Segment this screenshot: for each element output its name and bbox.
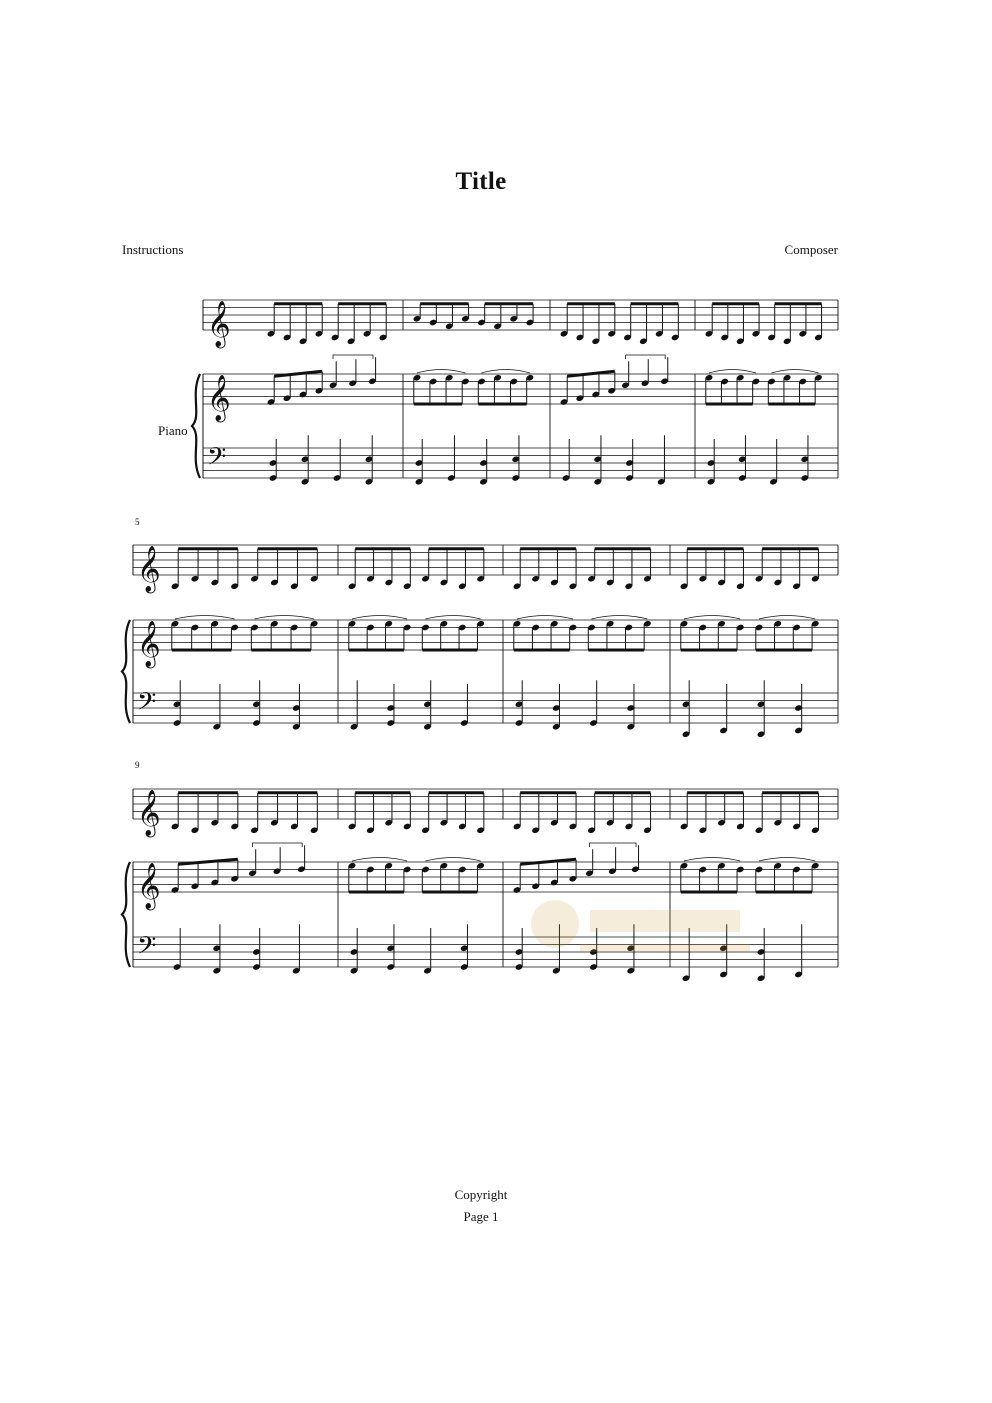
tuplet-bracket — [626, 355, 666, 359]
treble-clef-icon: 𝄞 — [137, 863, 161, 909]
piano-brace — [122, 620, 130, 723]
tie — [772, 370, 819, 374]
system-2 — [122, 545, 838, 738]
treble-clef-icon: 𝄞 — [137, 790, 161, 836]
system-1 — [192, 300, 838, 486]
tie — [352, 616, 407, 620]
tie — [175, 616, 235, 620]
watermark-logo — [520, 892, 760, 967]
tie — [592, 616, 648, 620]
page-number: Page 1 — [463, 1209, 499, 1224]
tie — [352, 858, 407, 862]
piano-brace — [122, 862, 130, 967]
tie — [426, 616, 481, 620]
treble-clef-icon: 𝄞 — [207, 375, 231, 421]
tie — [426, 858, 481, 862]
tie — [759, 858, 815, 862]
bass-clef-icon: 𝄢 — [137, 687, 157, 723]
tuplet-bracket — [590, 843, 637, 847]
treble-clef-icon: 𝄞 — [137, 546, 161, 592]
tie — [255, 616, 315, 620]
measure-number-5: 5 — [135, 517, 140, 527]
tie — [417, 370, 465, 374]
treble-clef-icon: 𝄞 — [207, 301, 231, 347]
copyright-text: Copyright — [454, 1187, 508, 1202]
tie — [684, 616, 740, 620]
tie — [482, 370, 530, 374]
piano-brace — [192, 374, 200, 478]
instructions-text: Instructions — [122, 242, 184, 257]
bass-clef-icon: 𝄢 — [207, 442, 227, 478]
bass-clef-icon: 𝄢 — [137, 931, 157, 967]
instrument-label: Piano — [158, 423, 188, 438]
treble-clef-icon: 𝄞 — [137, 621, 161, 667]
composer-text: Composer — [784, 242, 838, 257]
tie — [759, 616, 815, 620]
tuplet-bracket — [253, 843, 303, 847]
tie — [517, 616, 573, 620]
measure-number-9: 9 — [135, 760, 140, 770]
tuplet-bracket — [333, 355, 373, 359]
score-title: Title — [455, 168, 507, 195]
tie — [684, 858, 740, 862]
tie — [709, 370, 756, 374]
